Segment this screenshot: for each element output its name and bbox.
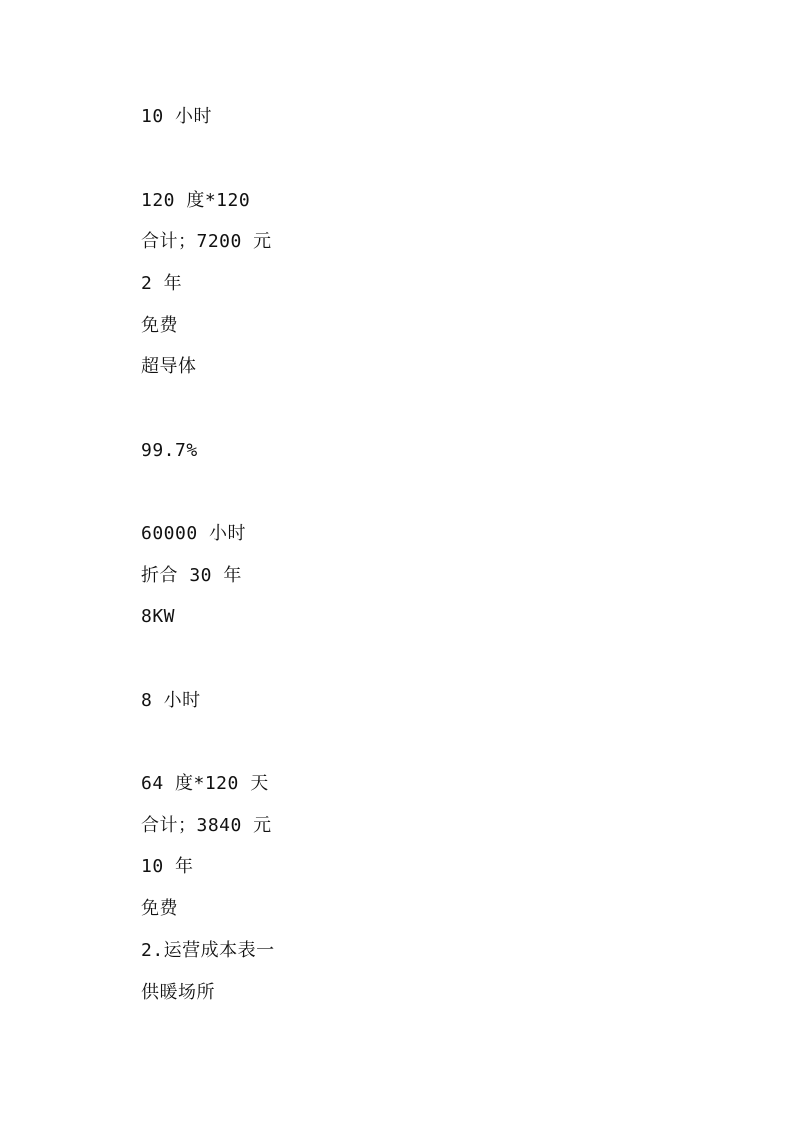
text-line: 合计；3840 元 xyxy=(141,815,272,836)
text-line: 合计；7200 元 xyxy=(141,231,272,252)
text-line: 10 年 xyxy=(141,856,194,877)
text-line: 供暖场所 xyxy=(141,982,215,1003)
text-line: 8KW xyxy=(141,606,176,627)
text-line: 2 年 xyxy=(141,273,183,294)
section-heading: 2.运营成本表一 xyxy=(141,940,275,961)
text-line: 折合 30 年 xyxy=(141,565,242,586)
text-line: 超导体 xyxy=(141,356,197,377)
text-line: 64 度*120 天 xyxy=(141,773,269,794)
text-line: 99.7% xyxy=(141,440,198,461)
text-line: 8 小时 xyxy=(141,690,201,711)
text-line: 10 小时 xyxy=(141,106,213,127)
text-line: 免费 xyxy=(141,315,178,336)
text-line: 免费 xyxy=(141,898,178,919)
text-line: 60000 小时 xyxy=(141,523,247,544)
text-line: 120 度*120 xyxy=(141,190,251,211)
